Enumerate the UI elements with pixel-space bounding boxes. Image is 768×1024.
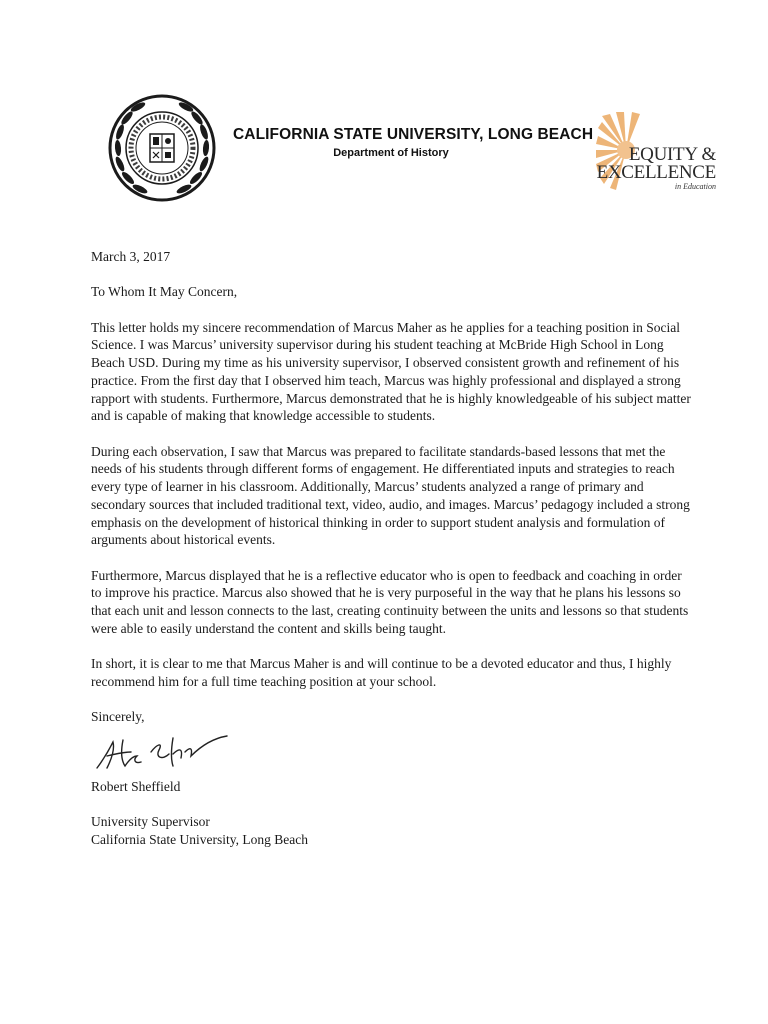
badge-line-equity: EQUITY &: [628, 144, 716, 165]
badge-line-excellence: EXCELLENCE: [596, 162, 716, 183]
closing: Sincerely,: [91, 709, 145, 725]
paragraph: This letter holds my sincere recommendation of Marcus Maher as he applies for a teaching position in Social Science. I was Marcus’ university supervisor during his student teaching at McBride High School in Long Beach USD. During my time as his university supervisor, I observed consistent growth and refinement of his practice. From the first day that I observed him teach, Marcus was highly professional and displayed a strong rapport with students. Furthermore, Marcus demonstrated that he is highly knowledgeable of his subject matter and is capable of making that knowledge accessible to students.: [91, 319, 691, 424]
paragraph: Furthermore, Marcus displayed that he is a reflective educator who is open to feedback and coaching in order to improve his practice. Marcus also showed that he is very purposeful in the way that he plans his lessons so that each unit and lesson connects to the last, creating continuity between the units and lessons so that students were able to easily understand the content and skills being taught.: [91, 567, 689, 636]
university-name: CALIFORNIA STATE UNIVERSITY, LONG BEACH: [233, 126, 594, 143]
salutation: To Whom It May Concern,: [91, 284, 238, 300]
signer-title: University Supervisor: [91, 814, 210, 830]
paragraph: In short, it is clear to me that Marcus Maher is and will continue to be a devoted educator and thus, I highly recommend him for a full time teaching position at your school.: [91, 656, 672, 689]
letter-date: March 3, 2017: [91, 249, 171, 264]
department-name: Department of History: [333, 147, 449, 159]
university-seal-icon: [108, 94, 216, 202]
signer-organization: California State University, Long Beach: [91, 831, 308, 847]
letter-body: [91, 248, 691, 849]
letterhead: [0, 0, 768, 230]
signer-name: Robert Sheffield: [91, 778, 181, 794]
signature-icon: [93, 730, 233, 774]
badge-line-education: in Education: [674, 182, 716, 191]
paragraph: During each observation, I saw that Marcus was prepared to facilitate standards-based lessons that met the needs of his students through different forms of engagement. He differentiated inputs and strategies to reach every type of learner in his classroom. Additionally, Marcus’ students analyzed a range of primary and secondary sources that included traditional text, video, audio, and images. Marcus’ pedagogy included a strong emphasis on the development of historical thinking in order to support student analysis and formulation of arguments about historical events.: [91, 443, 690, 548]
equity-excellence-logo: [596, 110, 720, 192]
